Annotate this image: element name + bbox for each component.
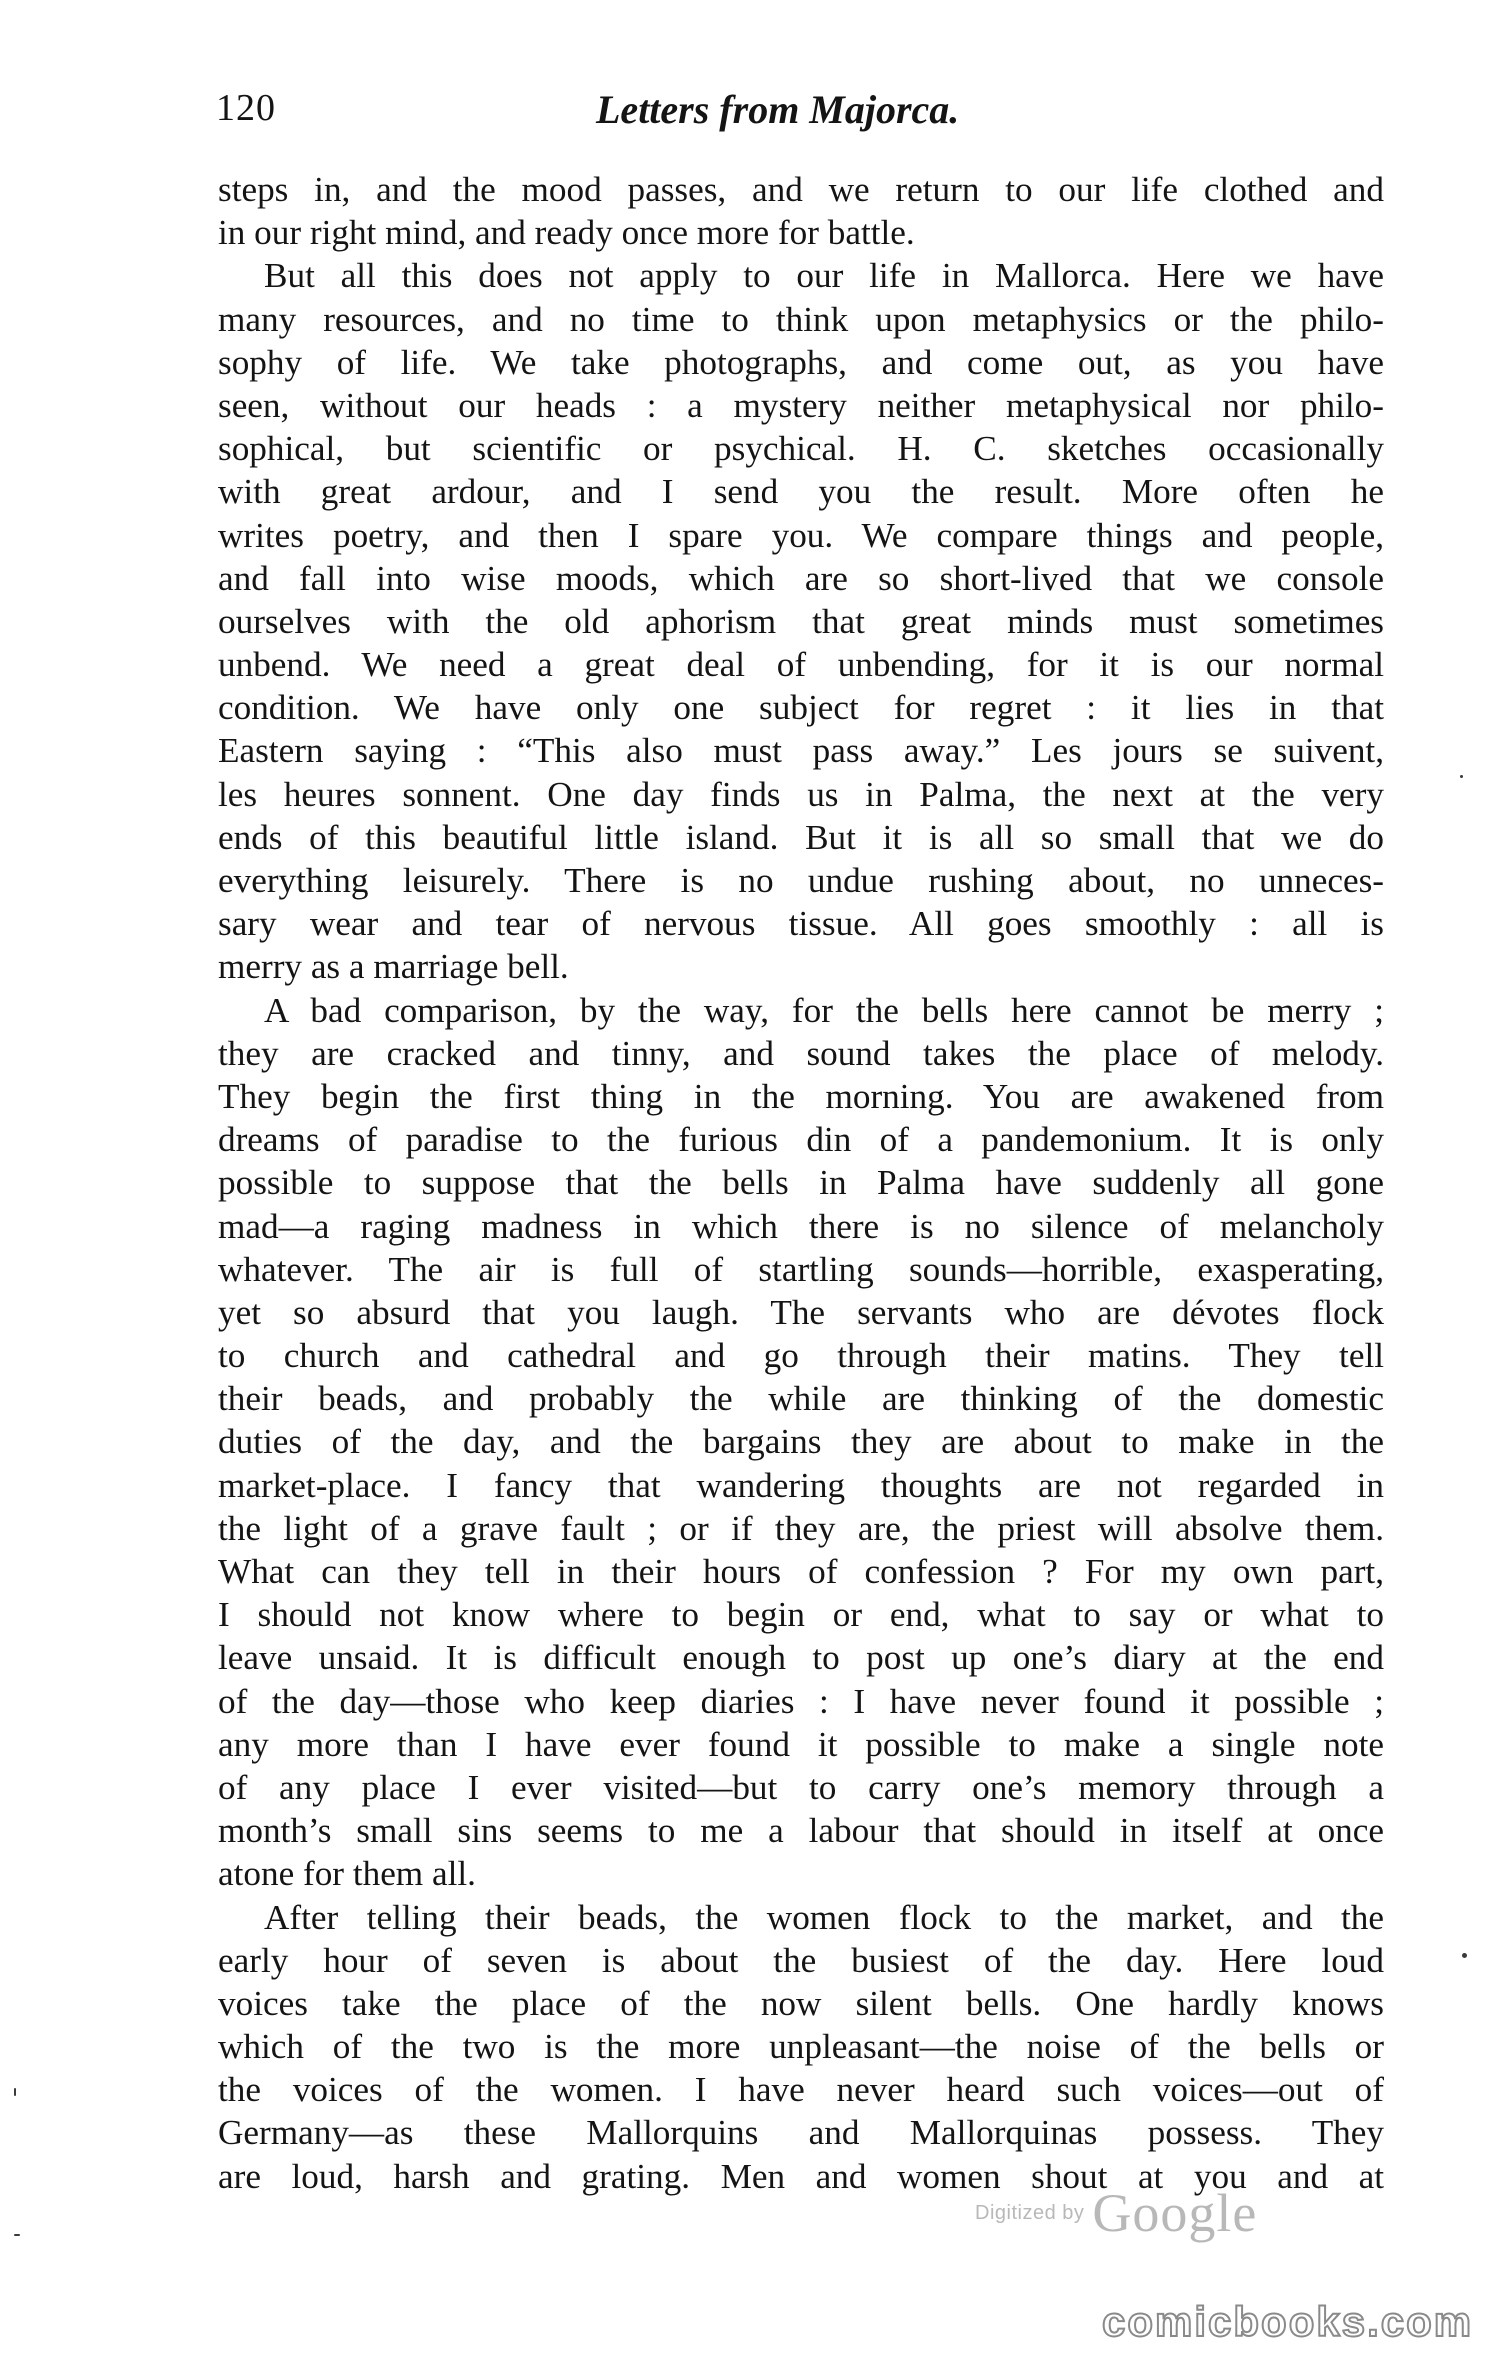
text-line: the light of a grave fault ; or if they are, the priest will absolve them.	[218, 1508, 1384, 1548]
page-number: 120	[216, 87, 276, 129]
text-line: merry as a marriage bell.	[218, 947, 569, 987]
text-line: I should not know where to begin or end, what to say or what to	[218, 1595, 1384, 1635]
text-line: ends of this beautiful little island. But it is all so small that we do	[218, 817, 1384, 857]
digitized-by-google-watermark	[975, 2182, 1257, 2242]
scan-speck	[1460, 775, 1463, 778]
text-line: the voices of the women. I have never heard such voices—out of	[218, 2070, 1384, 2110]
text-line: After telling their beads, the women flock to the market, and the	[264, 1897, 1384, 1937]
text-line: Germany—as these Mallorquins and Mallorquinas possess. They	[218, 2113, 1384, 2153]
google-logo: Google	[1092, 2183, 1258, 2243]
text-line: many resources, and no time to think upon metaphysics or the philo-	[218, 299, 1384, 339]
text-line: their beads, and probably the while are thinking of the domestic	[218, 1379, 1384, 1419]
text-line: They begin the first thing in the morning. You are awakened from	[218, 1076, 1384, 1116]
text-line: ourselves with the old aphorism that great minds must sometimes	[218, 601, 1384, 641]
text-line: of the day—those who keep diaries : I have never found it possible ;	[218, 1681, 1384, 1721]
scan-speck	[1462, 1953, 1467, 1958]
text-line: steps in, and the mood passes, and we return to our life clothed and	[218, 170, 1384, 209]
text-line: early hour of seven is about the busiest of the day. Here loud	[218, 1940, 1384, 1980]
text-line: seen, without our heads : a mystery neither metaphysical nor philo-	[218, 385, 1384, 425]
text-line: leave unsaid. It is difficult enough to post up one’s diary at the end	[218, 1638, 1384, 1678]
text-line: any more than I have ever found it possible to make a single note	[218, 1724, 1384, 1764]
scan-speck	[14, 2234, 20, 2236]
text-line: everything leisurely. There is no undue rushing about, no unneces-	[218, 861, 1384, 900]
text-line: dreams of paradise to the furious din of a pandemonium. It is only	[218, 1120, 1384, 1160]
text-line: month’s small sins seems to me a labour that should in itself at once	[218, 1811, 1384, 1851]
text-line: sary wear and tear of nervous tissue. All goes smoothly : all is	[218, 904, 1384, 944]
text-line: sophy of life. We take photographs, and come out, as you have	[218, 342, 1384, 382]
text-line: voices take the place of the now silent bells. One hardly knows	[218, 1983, 1384, 2023]
scan-speck	[14, 2088, 16, 2096]
text-line: les heures sonnent. One day finds us in Palma, the next at the very	[218, 774, 1384, 814]
text-line: Eastern saying : “This also must pass away.” Les jours se suivent,	[218, 731, 1384, 771]
text-line: with great ardour, and I send you the result. More often he	[218, 472, 1384, 512]
text-line: sophical, but scientific or psychical. H. C. sketches occasionally	[218, 429, 1384, 469]
text-line: duties of the day, and the bargains they are about to make in the	[218, 1422, 1384, 1462]
page-header	[216, 86, 1384, 142]
text-line: unbend. We need a great deal of unbending, for it is our normal	[218, 645, 1384, 685]
text-line: What can they tell in their hours of confession ? For my own part,	[218, 1552, 1384, 1591]
text-line: which of the two is the more unpleasant—the noise of the bells or	[218, 2027, 1384, 2067]
text-line: and fall into wise moods, which are so short-lived that we console	[218, 558, 1384, 598]
site-watermark: comicbooks.com	[1102, 2298, 1474, 2345]
text-line: mad—a raging madness in which there is no silence of melancholy	[218, 1206, 1384, 1246]
text-line: atone for them all.	[218, 1854, 476, 1894]
text-line: in our right mind, and ready once more for battle.	[218, 213, 915, 253]
text-line: condition. We have only one subject for regret : it lies in that	[218, 688, 1384, 728]
text-line: are loud, harsh and grating. Men and women shout at you and at	[218, 2156, 1384, 2196]
text-line: A bad comparison, by the way, for the bells here cannot be merry ;	[264, 990, 1384, 1030]
text-line: market-place. I fancy that wandering thoughts are not regarded in	[218, 1465, 1384, 1505]
body-text	[218, 168, 1384, 2198]
text-line: yet so absurd that you laugh. The servants who are dévotes flock	[218, 1292, 1384, 1332]
text-line: of any place I ever visited—but to carry one’s memory through a	[218, 1767, 1384, 1807]
text-line: whatever. The air is full of startling sounds—horrible, exasperating,	[218, 1249, 1384, 1289]
digitized-by-label: Digitized by	[975, 2201, 1085, 2224]
running-title: Letters from Majorca.	[596, 87, 960, 132]
text-line: writes poetry, and then I spare you. We compare things and people,	[218, 515, 1384, 555]
text-line: possible to suppose that the bells in Palma have suddenly all gone	[218, 1163, 1384, 1203]
text-line: But all this does not apply to our life in Mallorca. Here we have	[264, 256, 1384, 296]
text-line: they are cracked and tinny, and sound takes the place of melody.	[218, 1033, 1384, 1073]
text-line: to church and cathedral and go through their matins. They tell	[218, 1336, 1384, 1376]
